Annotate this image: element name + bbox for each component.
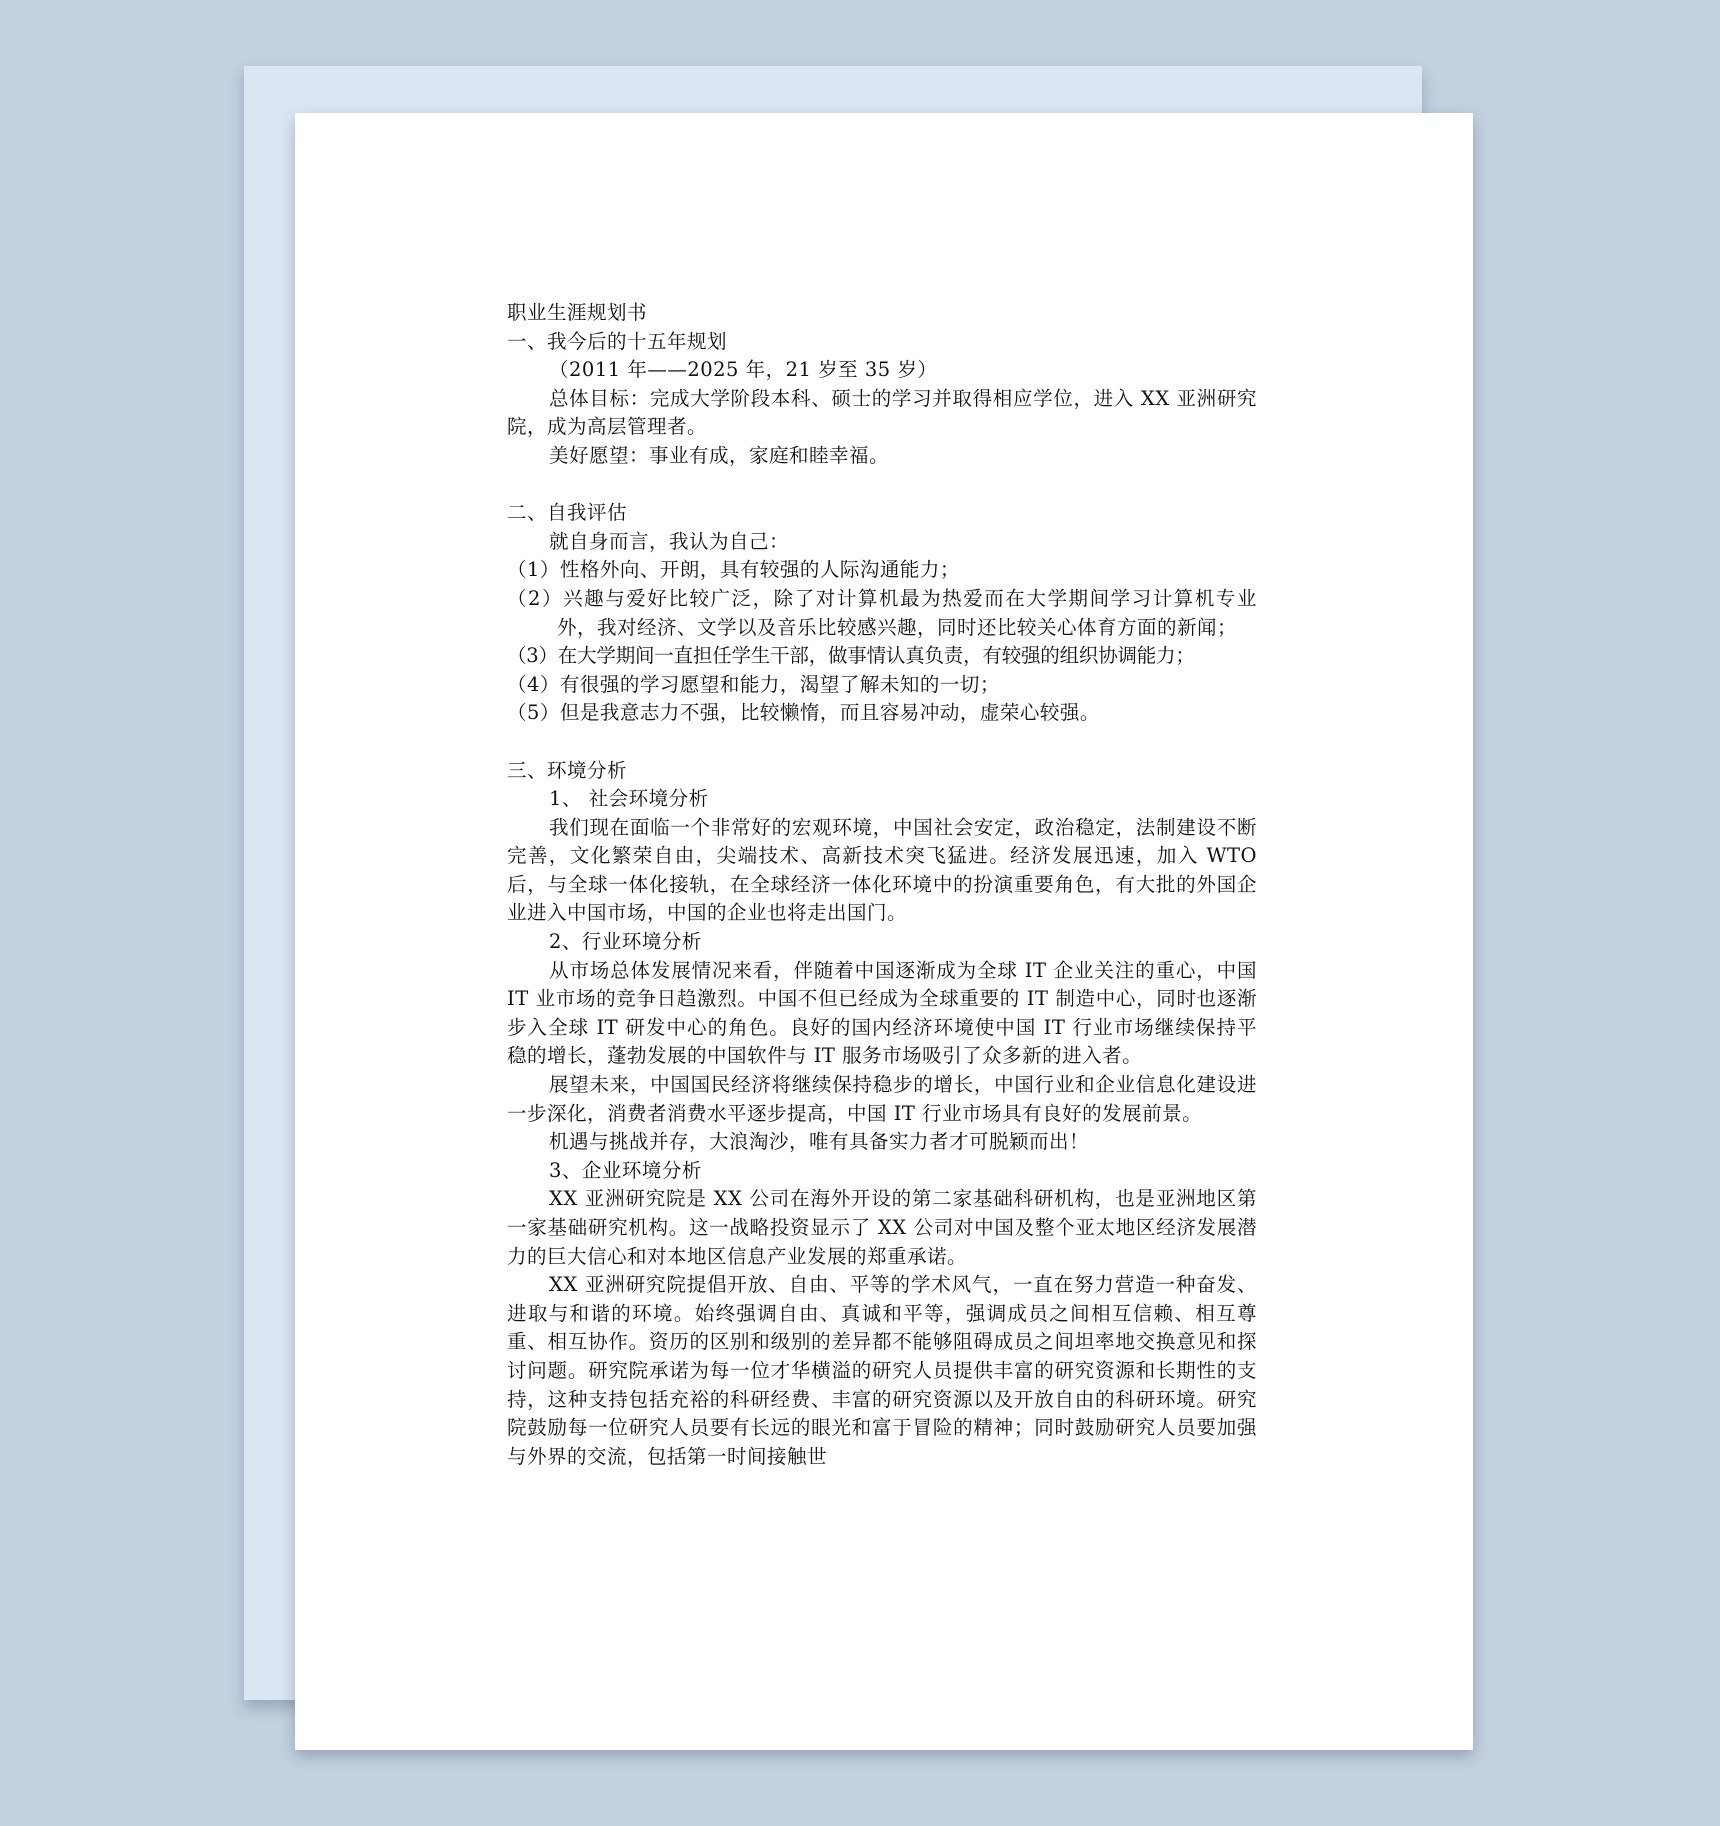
document-title: 职业生涯规划书 (507, 301, 648, 324)
section-heading: 二、自我评估 (507, 501, 628, 525)
paragraph: XX 亚洲研究院提倡开放、自由、平等的学术风气，一直在努力营造一种奋发、进取与和谐的环境。始终强调自由、真诚和平等，强调成员之间相互信赖、相互尊重、相互协作。资历的区别和级别的差异都不能够阻碍成员之间坦率地交换意见和探讨问题。研究院承诺为每一位才华横溢的研究人员提供丰富的研究资源和长期性的支持，这种支持包括充裕的科研经费、丰富的研究资源以及开放自由的科研环境。研究院鼓励每一位研究人员要有长远的眼光和富于冒险的精神；同时鼓励研究人员要加强与外界的交流，包括第一时间接触世 (507, 1273, 1257, 1468)
list-item: （2）兴趣与爱好比较广泛，除了对计算机最为热爱而在大学期间学习计算机专业外，我对经济、文学以及音乐比较感兴趣，同时还比较关心体育方面的新闻； (507, 586, 1257, 639)
overall-goal: 总体目标：完成大学阶段本科、硕士的学习并取得相应学位，进入 XX 亚洲研究院，成为高层管理者。 (507, 386, 1257, 439)
plan-period: （2011 年——2025 年，21 岁至 35 岁） (549, 358, 938, 382)
paragraph: 从市场总体发展情况来看，伴随着中国逐渐成为全球 IT 企业关注的重心，中国 IT 业市场的竞争日趋激烈。中国不但已经成为全球重要的 IT 制造中心，同时也逐渐步入全球 IT 研发中心的角色。良好的国内经济环境使中国 IT 行业市场继续保持平稳的增长，蓬勃发展的中国软件与 IT 服务市场吸引了众多新的进入者。 (507, 958, 1257, 1068)
wish: 美好愿望：事业有成，家庭和睦幸福。 (549, 443, 890, 467)
list-item: （5）但是我意志力不强，比较懒惰，而且容易冲动，虚荣心较强。 (507, 701, 1100, 725)
subsection-heading: 1、 社会环境分析 (549, 787, 709, 811)
paragraph: 展望未来，中国国民经济将继续保持稳步的增长，中国行业和企业信息化建设进一步深化，消费者消费水平逐步提高，中国 IT 行业市场具有良好的发展前景。 (507, 1073, 1257, 1125)
paragraph: XX 亚洲研究院是 XX 公司在海外开设的第二家基础科研机构，也是亚洲地区第一家基础研究机构。这一战略投资显示了 XX 公司对中国及整个亚太地区经济发展潜力的巨大信心和对本地区信息产业发展的郑重承诺。 (507, 1187, 1257, 1268)
list-item: （4）有很强的学习愿望和能力，渴望了解未知的一切； (507, 672, 1000, 696)
subsection-heading: 2、行业环境分析 (549, 930, 702, 954)
section-heading: 三、环境分析 (507, 758, 628, 782)
paragraph: 我们现在面临一个非常好的宏观环境，中国社会安定，政治稳定，法制建设不断完善，文化繁荣自由，尖端技术、高新技术突飞猛进。经济发展迅速，加入 WTO 后，与全球一体化接轨，在全球经济一体化环境中的扮演重要角色，有大批的外国企业进入中国市场，中国的企业也将走出国门。 (507, 815, 1257, 925)
spacer (507, 728, 1257, 757)
list-item: （3）在大学期间一直担任学生干部，做事情认真负责，有较强的组织协调能力； (507, 644, 1195, 668)
section-heading: 一、我今后的十五年规划 (507, 329, 728, 353)
paragraph: 机遇与挑战并存，大浪淘沙，唯有具备实力者才可脱颖而出！ (549, 1130, 1090, 1154)
list-item: （1）性格外向、开朗，具有较强的人际沟通能力； (507, 558, 960, 582)
document-body (507, 299, 1257, 1471)
self-assessment-intro: 就自身而言，我认为自己： (549, 529, 790, 553)
spacer (507, 471, 1257, 500)
subsection-heading: 3、企业环境分析 (549, 1158, 702, 1182)
document-page (295, 113, 1473, 1750)
